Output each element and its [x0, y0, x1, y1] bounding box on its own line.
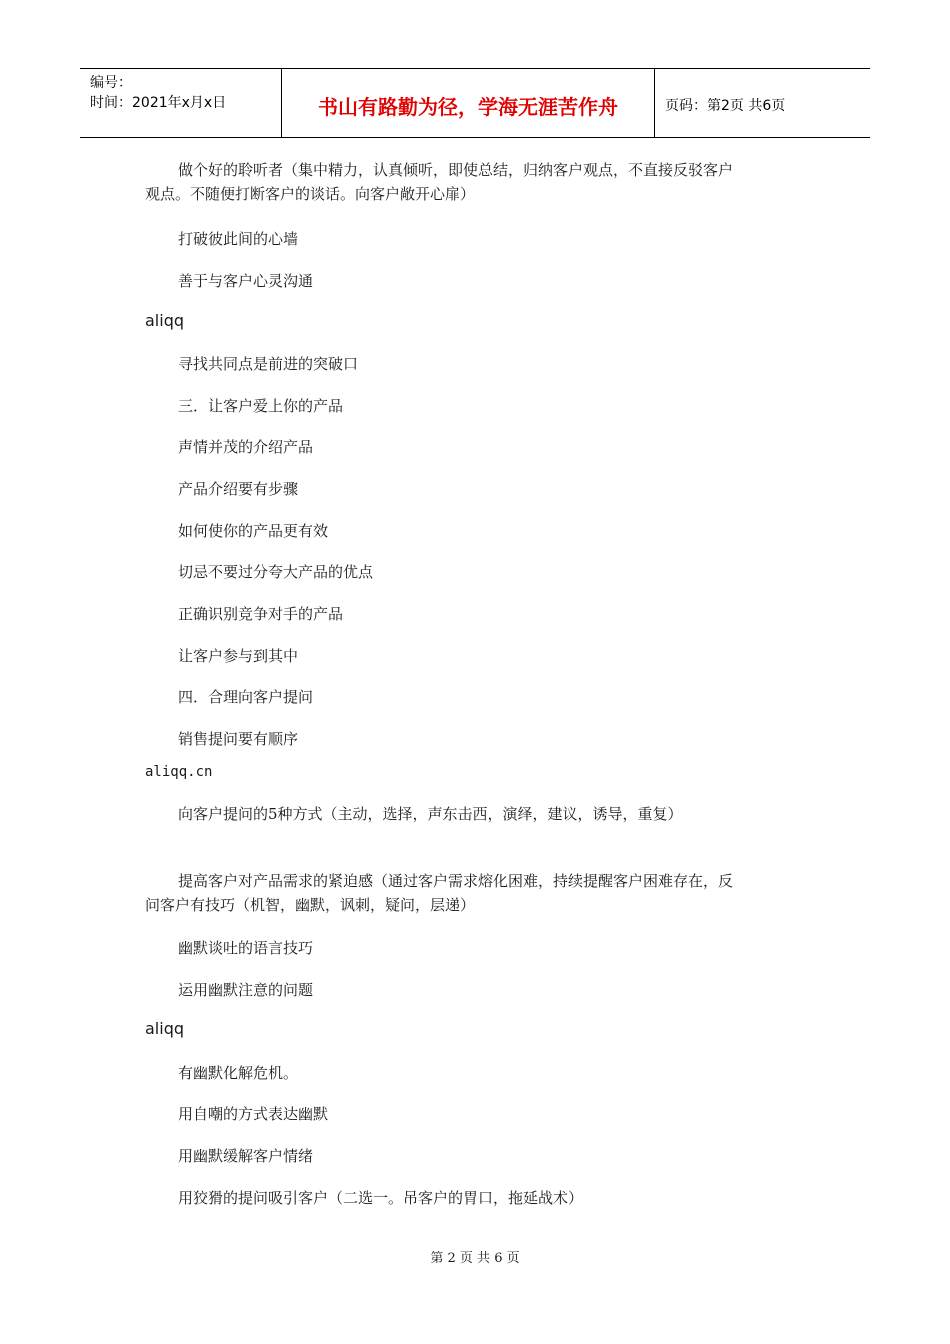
- header-page-number: 页码：第2页 共6页: [665, 98, 786, 114]
- body-line: 切忌不要过分夸大产品的优点: [178, 563, 374, 581]
- header-motto: 书山有路勤为径，学海无涯苦作舟: [282, 69, 655, 137]
- body-line: 打破彼此间的心墙: [178, 230, 299, 248]
- watermark-tag: aliqq.cn: [145, 764, 213, 780]
- body-line: 用狡猾的提问吸引客户（二选一。吊客户的胃口，拖延战术）: [178, 1189, 584, 1207]
- paragraph-listening: [145, 158, 805, 206]
- page-footer: 第 2 页 共 6 页: [430, 1251, 520, 1266]
- paragraph-line: 观点。不随便打断客户的谈话。向客户敞开心扉）: [145, 185, 476, 203]
- document-number-label: 编号：: [90, 75, 132, 91]
- body-line: 用幽默缓解客户情绪: [178, 1147, 314, 1165]
- section-heading: 四．合理向客户提问: [178, 688, 314, 706]
- header-meta-cell: [80, 69, 282, 137]
- paragraph-urgency: [145, 869, 805, 917]
- body-line: 让客户参与到其中: [178, 647, 299, 665]
- body-line: 正确识别竞争对手的产品: [178, 605, 344, 623]
- paragraph-line: 问客户有技巧（机智，幽默，讽刺，疑问，层递）: [145, 896, 476, 914]
- watermark-tag: aliqq: [145, 1019, 185, 1038]
- body-line: 寻找共同点是前进的突破口: [178, 355, 359, 373]
- document-date-label: 时间：2021年x月x日: [90, 95, 227, 111]
- body-line: 善于与客户心灵沟通: [178, 272, 314, 290]
- document-header: [80, 68, 870, 138]
- paragraph-line: 做个好的聆听者（集中精力，认真倾听，即使总结，归纳客户观点，不直接反驳客户: [178, 161, 734, 179]
- body-line: 产品介绍要有步骤: [178, 480, 299, 498]
- body-line: 声情并茂的介绍产品: [178, 438, 314, 456]
- body-line: 如何使你的产品更有效: [178, 522, 329, 540]
- body-line: 向客户提问的5种方式（主动，选择，声东击西，演绎，建议，诱导，重复）: [178, 805, 683, 823]
- body-line: 幽默谈吐的语言技巧: [178, 939, 314, 957]
- paragraph-line: 提高客户对产品需求的紧迫感（通过客户需求熔化困难，持续提醒客户困难存在，反: [178, 872, 734, 890]
- body-line: 用自嘲的方式表达幽默: [178, 1105, 329, 1123]
- section-heading: 三．让客户爱上你的产品: [178, 397, 344, 415]
- body-line: 运用幽默注意的问题: [178, 981, 314, 999]
- watermark-tag: aliqq: [145, 311, 185, 330]
- body-line: 销售提问要有顺序: [178, 730, 299, 748]
- body-line: 有幽默化解危机。: [178, 1064, 299, 1082]
